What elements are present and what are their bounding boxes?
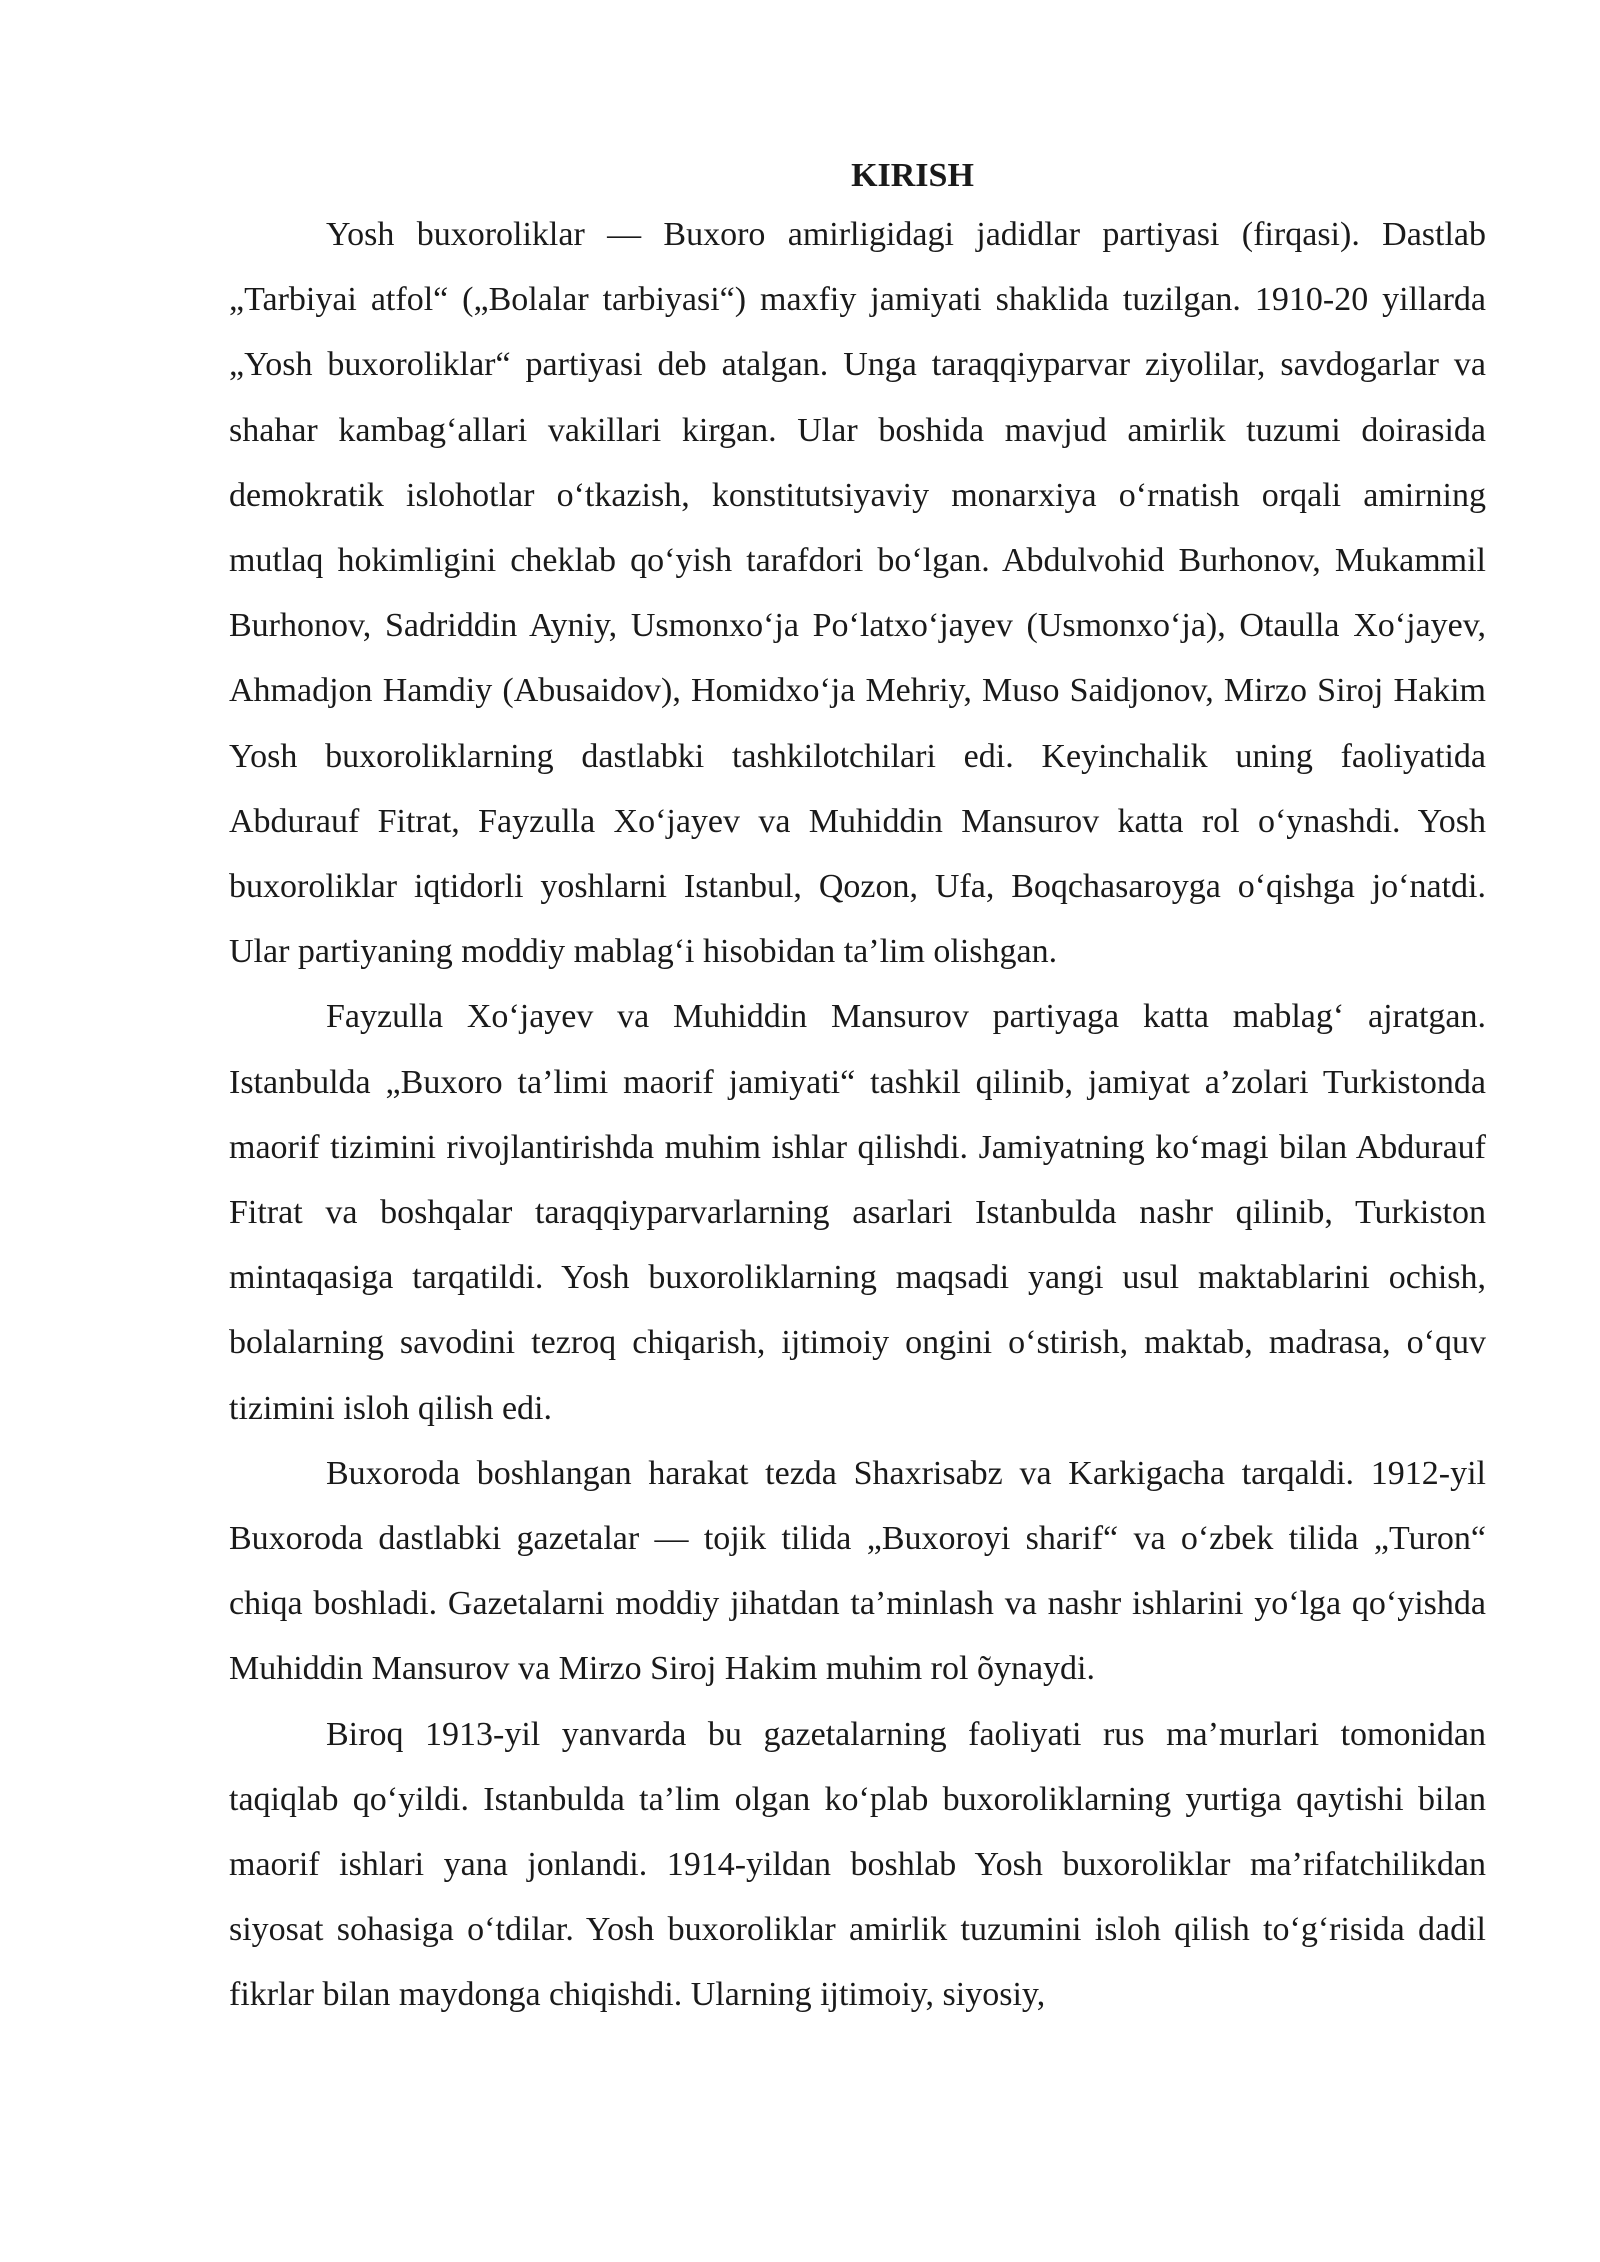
paragraph-1: Yosh buxoroliklar — Buxoro amirligidagi jadidlar partiyasi (firqasi). Dastlab „Tarbiyai atfol“ („Bolalar tarbiyasi“) maxfiy jamiyati shaklida tuzilgan. 1910-20 yillarda „Yosh buxoroliklar“ partiyasi deb atalgan. Unga taraqqiyparvar ziyolilar, savdogarlar va shahar kambagʻallari vakillari kirgan. Ular boshida mavjud amirlik tuzumi doirasida demokratik islohotlar oʻtkazish, konstitutsiyaviy monarxiya oʻrnatish orqali amirning mutlaq hokimligini cheklab qoʻyish tarafdori boʻlgan. Abdulvohid Burhonov, Mukammil Burhonov, Sadriddin Ayniy, Usmonxoʻja Poʻlatxoʻjayev (Usmonxoʻja), Otaulla Xoʻjayev, Ahmadjon Hamdiy (Abusaidov), Homidxoʻja Mehriy, Muso Saidjonov, Mirzo Siroj Hakim Yosh buxoroliklarning dastlabki tashkilotchilari edi. Keyinchalik uning faoliyatida Abdurauf Fitrat, Fayzulla Xoʻjayev va Muhiddin Mansurov katta rol oʻynashdi. Yosh buxoroliklar iqtidorli yoshlarni Istanbul, Qozon, Ufa, Boqchasaroyga oʻqishga joʻnatdi. Ular partiyaning moddiy mablagʻi hisobidan ta’lim olishgan. xyxy=(229,216,1486,971)
document-body xyxy=(229,150,1486,2028)
paragraph-2: Fayzulla Xoʻjayev va Muhiddin Mansurov partiyaga katta mablagʻ ajratgan. Istanbulda „Buxoro ta’limi maorif jamiyati“ tashkil qilinib, jamiyat a’zolari Turkistonda maorif tizimini rivojlantirishda muhim ishlar qilishdi. Jamiyatning koʻmagi bilan Abdurauf Fitrat va boshqalar taraqqiyparvarlarning asarlari Istanbulda nashr qilinib, Turkiston mintaqasiga tarqatildi. Yosh buxoroliklarning maqsadi yangi usul maktablarini ochish, bolalarning savodini tezroq chiqarish, ijtimoiy ongini oʻstirish, maktab, madrasa, oʻquv tizimini isloh qilish edi. xyxy=(229,998,1486,1427)
paragraph-4: Biroq 1913-yil yanvarda bu gazetalarning faoliyati rus ma’murlari tomonidan taqiqlab qoʻyildi. Istanbulda ta’lim olgan koʻplab buxoroliklarning yurtiga qaytishi bilan maorif ishlari yana jonlandi. 1914-yildan boshlab Yosh buxoroliklar ma’rifatchilikdan siyosat sohasiga oʻtdilar. Yosh buxoroliklar amirlik tuzumini isloh qilish toʻgʻrisida dadil fikrlar bilan maydonga chiqishdi. Ularning ijtimoiy, siyosiy, xyxy=(229,1715,1486,2014)
page-title: KIRISH xyxy=(851,157,974,194)
paragraph-3: Buxoroda boshlangan harakat tezda Shaxrisabz va Karkigacha tarqaldi. 1912-yil Buxoroda dastlabki gazetalar — tojik tilida „Buxoroyi sharif“ va oʻzbek tilida „Turon“ chiqa boshladi. Gazetalarni moddiy jihatdan ta’minlash va nashr ishlarini yoʻlga qoʻyishda Muhiddin Mansurov va Mirzo Siroj Hakim muhim rol õynaydi. xyxy=(229,1454,1486,1688)
